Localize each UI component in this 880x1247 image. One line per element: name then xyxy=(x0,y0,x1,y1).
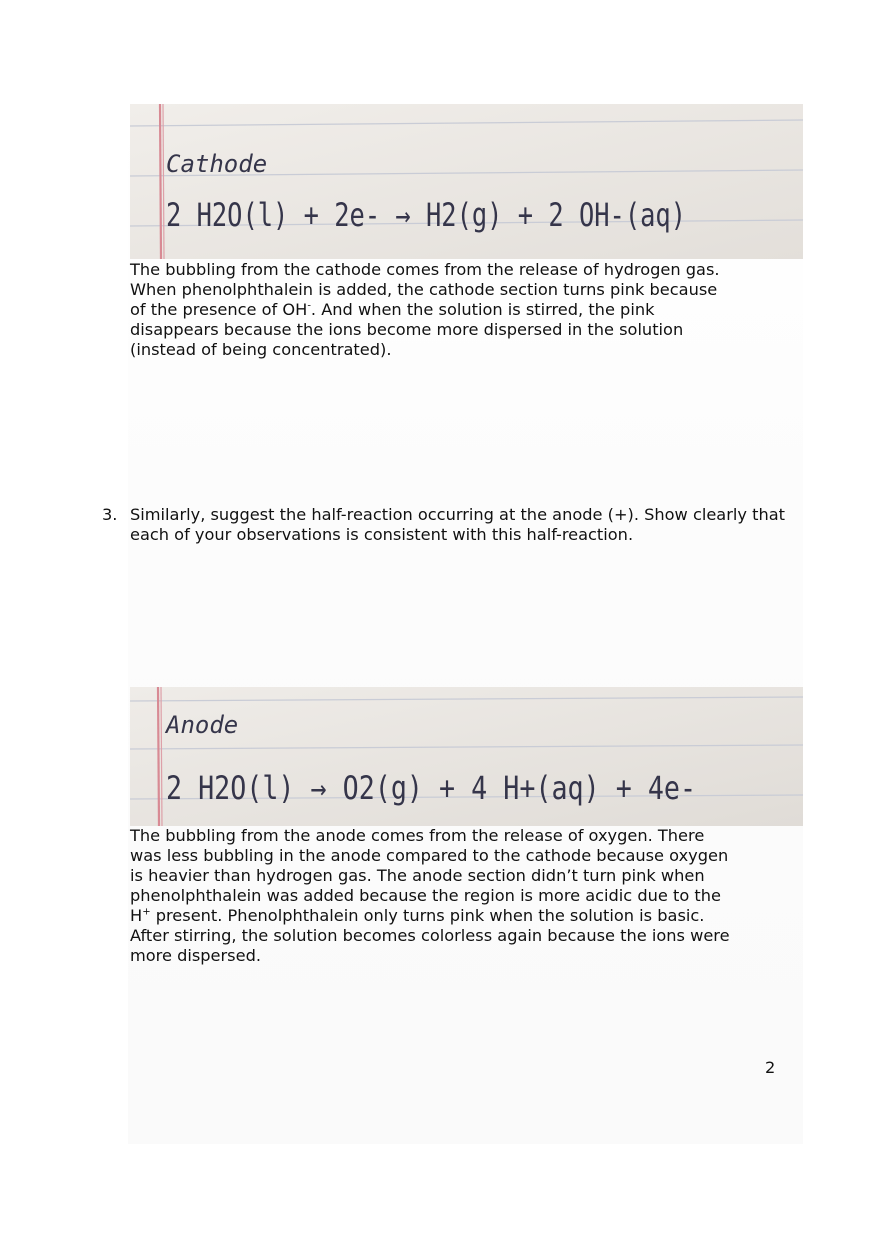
cathode-handwritten-photo xyxy=(130,104,803,259)
cathode-explanation xyxy=(130,260,790,360)
anode-explanation-line: phenolphthalein was added because the region is more acidic due to the xyxy=(130,886,721,905)
anode-handwritten-photo xyxy=(130,687,803,826)
anode-explanation-line: The bubbling from the anode comes from the release of oxygen. There xyxy=(130,826,705,845)
question-number: 3. xyxy=(102,505,118,524)
anode-label: Anode xyxy=(166,711,239,739)
anode-explanation-line: After stirring, the solution becomes colorless again because the ions were xyxy=(130,926,730,945)
cathode-explanation-line: of the presence of OH-. And when the solution is stirred, the pink xyxy=(130,300,655,319)
cathode-explanation-line: disappears because the ions become more dispersed in the solution xyxy=(130,320,684,339)
cathode-explanation-line: When phenolphthalein is added, the cathode section turns pink because xyxy=(130,280,718,299)
page-number: 2 xyxy=(765,1058,776,1077)
anode-explanation-line: was less bubbling in the anode compared to the cathode because oxygen xyxy=(130,846,729,865)
anode-equation: 2 H2O(l) → O2(g) + 4 H+(aq) + 4e- xyxy=(166,769,696,807)
anode-explanation xyxy=(130,826,790,966)
anode-explanation-line: more dispersed. xyxy=(130,946,261,965)
anode-explanation-line: H+ present. Phenolphthalein only turns pink when the solution is basic. xyxy=(130,906,705,925)
cathode-equation: 2 H2O(l) + 2e- → H2(g) + 2 OH-(aq) xyxy=(166,196,686,234)
anode-explanation-line: is heavier than hydrogen gas. The anode section didn’t turn pink when xyxy=(130,866,705,885)
cathode-explanation-line: (instead of being concentrated). xyxy=(130,340,392,359)
cathode-label: Cathode xyxy=(166,150,268,178)
cathode-explanation-line: The bubbling from the cathode comes from the release of hydrogen gas. xyxy=(130,260,720,279)
question-text: Similarly, suggest the half-reaction occurring at the anode (+). Show clearly that each of your observations is consistent with this half-reaction. xyxy=(130,505,785,544)
